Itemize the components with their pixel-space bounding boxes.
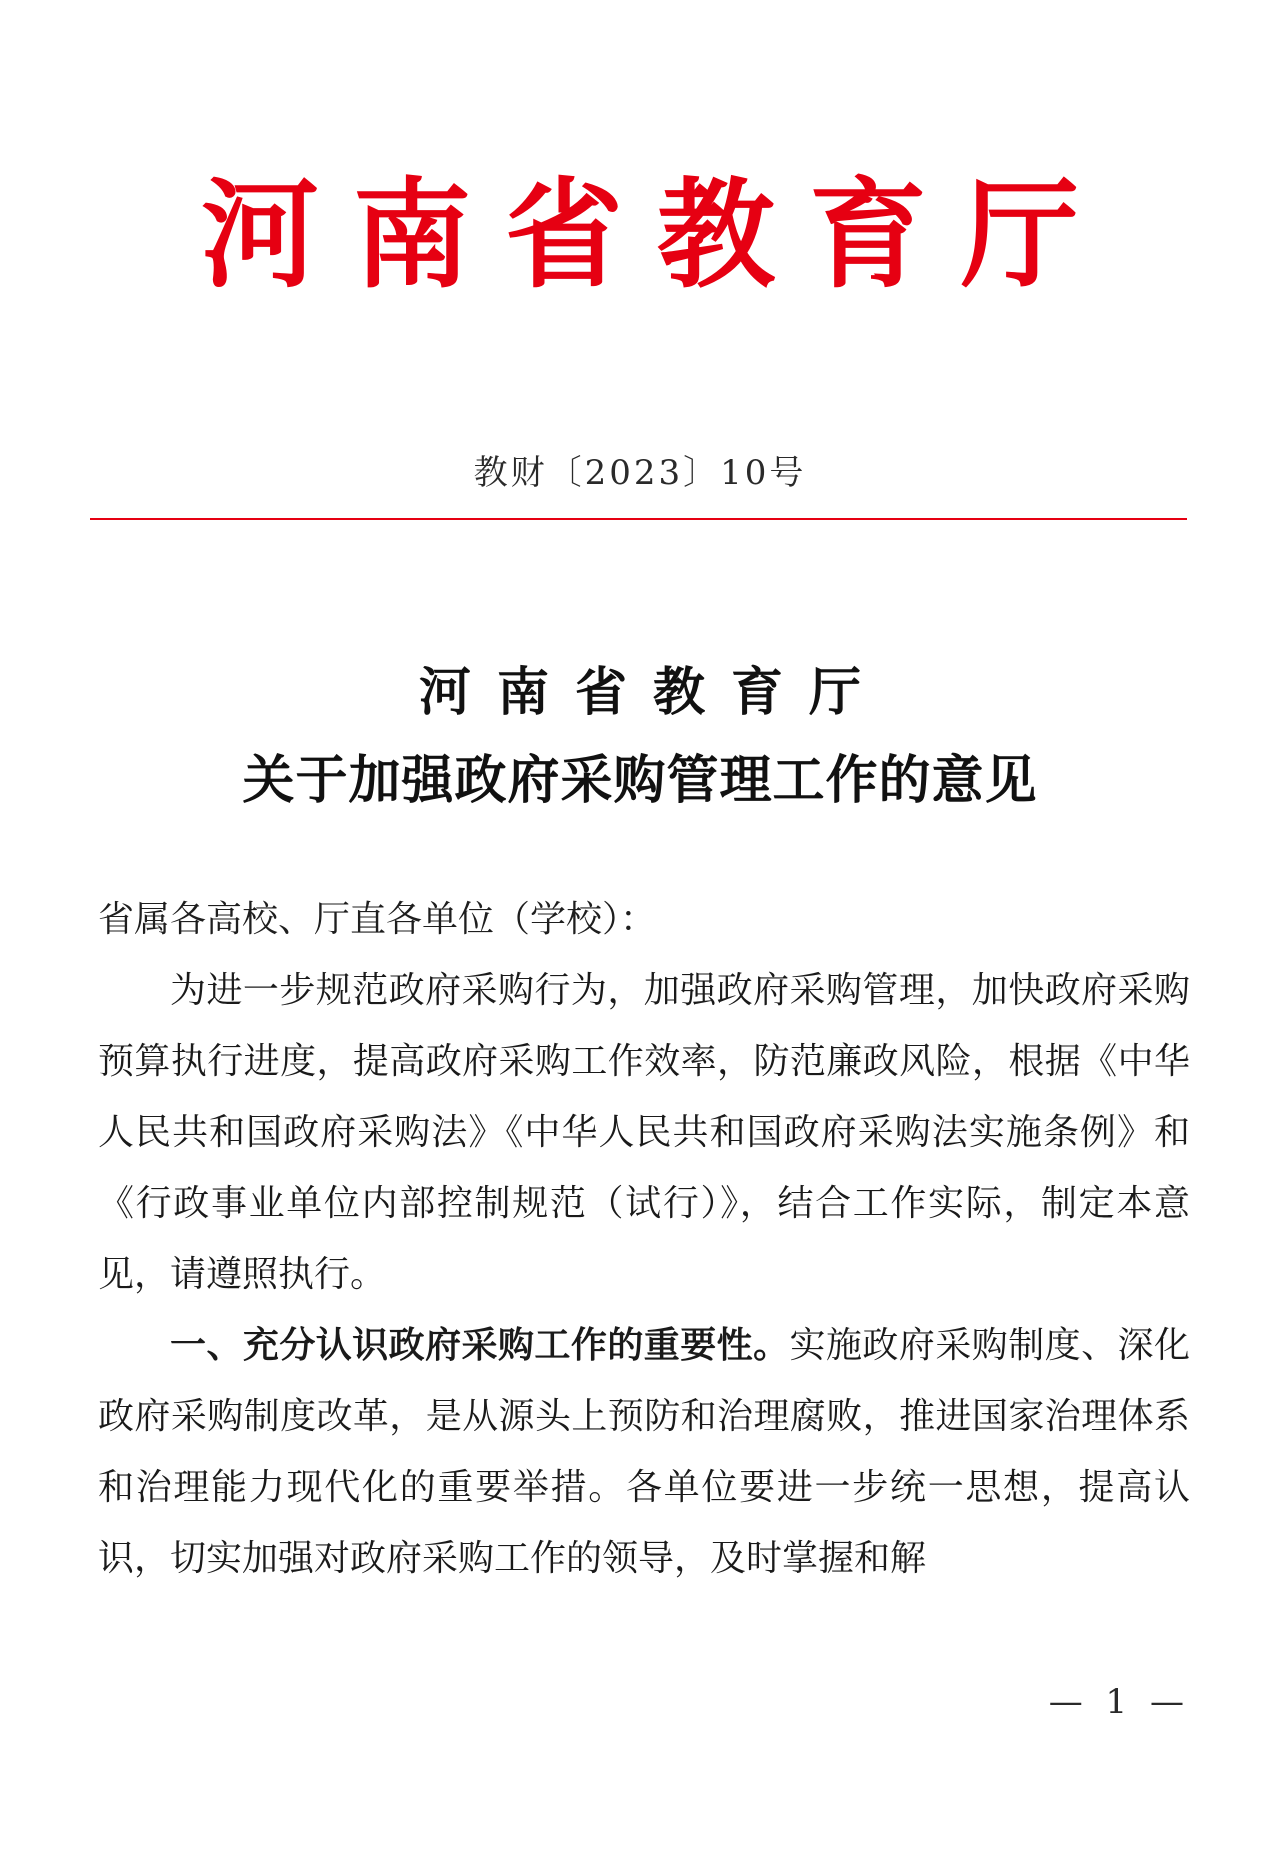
masthead-title: 河南省教育厅: [200, 165, 1113, 304]
section-text: 实施政府采购制度、深化政府采购制度改革，是从源头上预防和治理腐败，推进国家治理体系和治理能力现代化的重要举措。各单位要进一步统一思想，提高认识，切实加强对政府采购工作的领导，及时掌握和解: [98, 1325, 1190, 1579]
title-subject: 关于加强政府采购管理工作的意见: [242, 750, 1038, 811]
section-heading: 一、充分认识政府采购工作的重要性。: [170, 1325, 790, 1366]
red-divider: [90, 518, 1187, 520]
page-number: — 1 —: [1048, 1682, 1190, 1722]
title-issuer: 河南省教育厅: [418, 662, 887, 723]
salutation: 省属各高校、厅直各单位（学校）：: [98, 899, 657, 940]
document-number: 教财〔2023〕10号: [473, 453, 807, 493]
paragraph-section-1: [98, 1310, 1190, 1594]
paragraph-intro: 为进一步规范政府采购行为，加强政府采购管理，加快政府采购预算执行进度，提高政府采购工作效率，防范廉政风险，根据《中华人民共和国政府采购法》《中华人民共和国政府采购法实施条例》和《行政事业单位内部控制规范（试行）》，结合工作实际，制定本意见，请遵照执行。: [98, 970, 1190, 1295]
